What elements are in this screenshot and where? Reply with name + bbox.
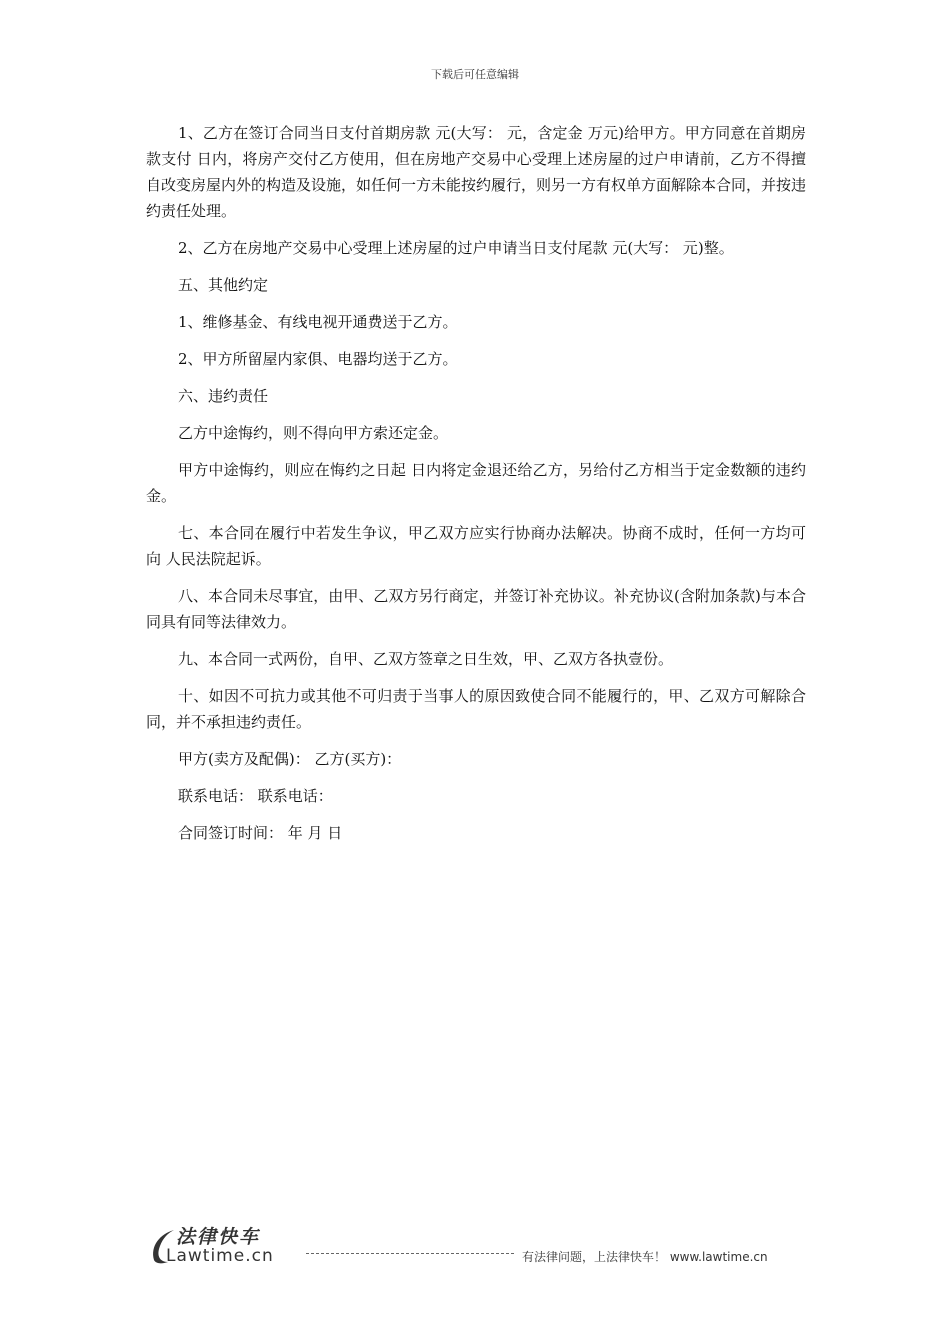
document-body (146, 120, 806, 857)
footer-divider (306, 1253, 514, 1254)
clause-paragraph: 八、本合同未尽事宜，由甲、乙双方另行商定，并签订补充协议。补充协议(含附加条款)与本合同具有同等法律效力。 (146, 587, 806, 631)
clause-paragraph: 九、本合同一式两份，自甲、乙双方签章之日生效，甲、乙双方各执壹份。 (178, 650, 674, 668)
clause-paragraph: 1、乙方在签订合同当日支付首期房款 元(大写： 元，含定金 万元)给甲方。甲方同意在首期房款支付 日内，将房产交付乙方使用，但在房地产交易中心受理上述房屋的过户申请前，乙方不得擅自改变房屋内外的构造及设施，如任何一方未能按约履行，则另一方有权单方面解除本合同，并按违约责任处理。 (146, 124, 807, 220)
page-header: 下载后可任意编辑 (431, 68, 519, 81)
logo-chinese-text: 法律快车 (176, 1226, 261, 1248)
clause-paragraph: 1、维修基金、有线电视开通费送于乙方。 (178, 313, 458, 331)
section-heading: 五、其他约定 (178, 276, 269, 294)
signature-line: 甲方(卖方及配偶)： 乙方(买方)： (178, 750, 402, 768)
logo-english-text: Lawtime.cn (166, 1246, 274, 1266)
clause-paragraph: 七、本合同在履行中若发生争议，甲乙双方应实行协商办法解决。协商不成时，任何一方均可向 人民法院起诉。 (146, 524, 806, 568)
lawtime-logo (146, 1222, 306, 1270)
clause-paragraph: 2、乙方在房地产交易中心受理上述房屋的过户申请当日支付尾款 元(大写： 元)整。 (178, 239, 734, 257)
section-heading: 六、违约责任 (178, 387, 269, 405)
clause-paragraph: 2、甲方所留屋内家俱、电器均送于乙方。 (178, 350, 458, 368)
clause-paragraph: 甲方中途悔约，则应在悔约之日起 日内将定金退还给乙方，另给付乙方相当于定金数额的违约金。 (146, 461, 806, 505)
clause-paragraph: 十、如因不可抗力或其他不可归责于当事人的原因致使合同不能履行的，甲、乙双方可解除合同，并不承担违约责任。 (146, 687, 806, 731)
footer-slogan: 有法律问题，上法律快车！ www.lawtime.cn (522, 1250, 768, 1264)
contact-line: 联系电话： 联系电话： (178, 787, 333, 805)
date-line: 合同签订时间： 年 月 日 (178, 824, 343, 842)
clause-paragraph: 乙方中途悔约，则不得向甲方索还定金。 (178, 424, 449, 442)
page-footer (146, 1222, 806, 1272)
